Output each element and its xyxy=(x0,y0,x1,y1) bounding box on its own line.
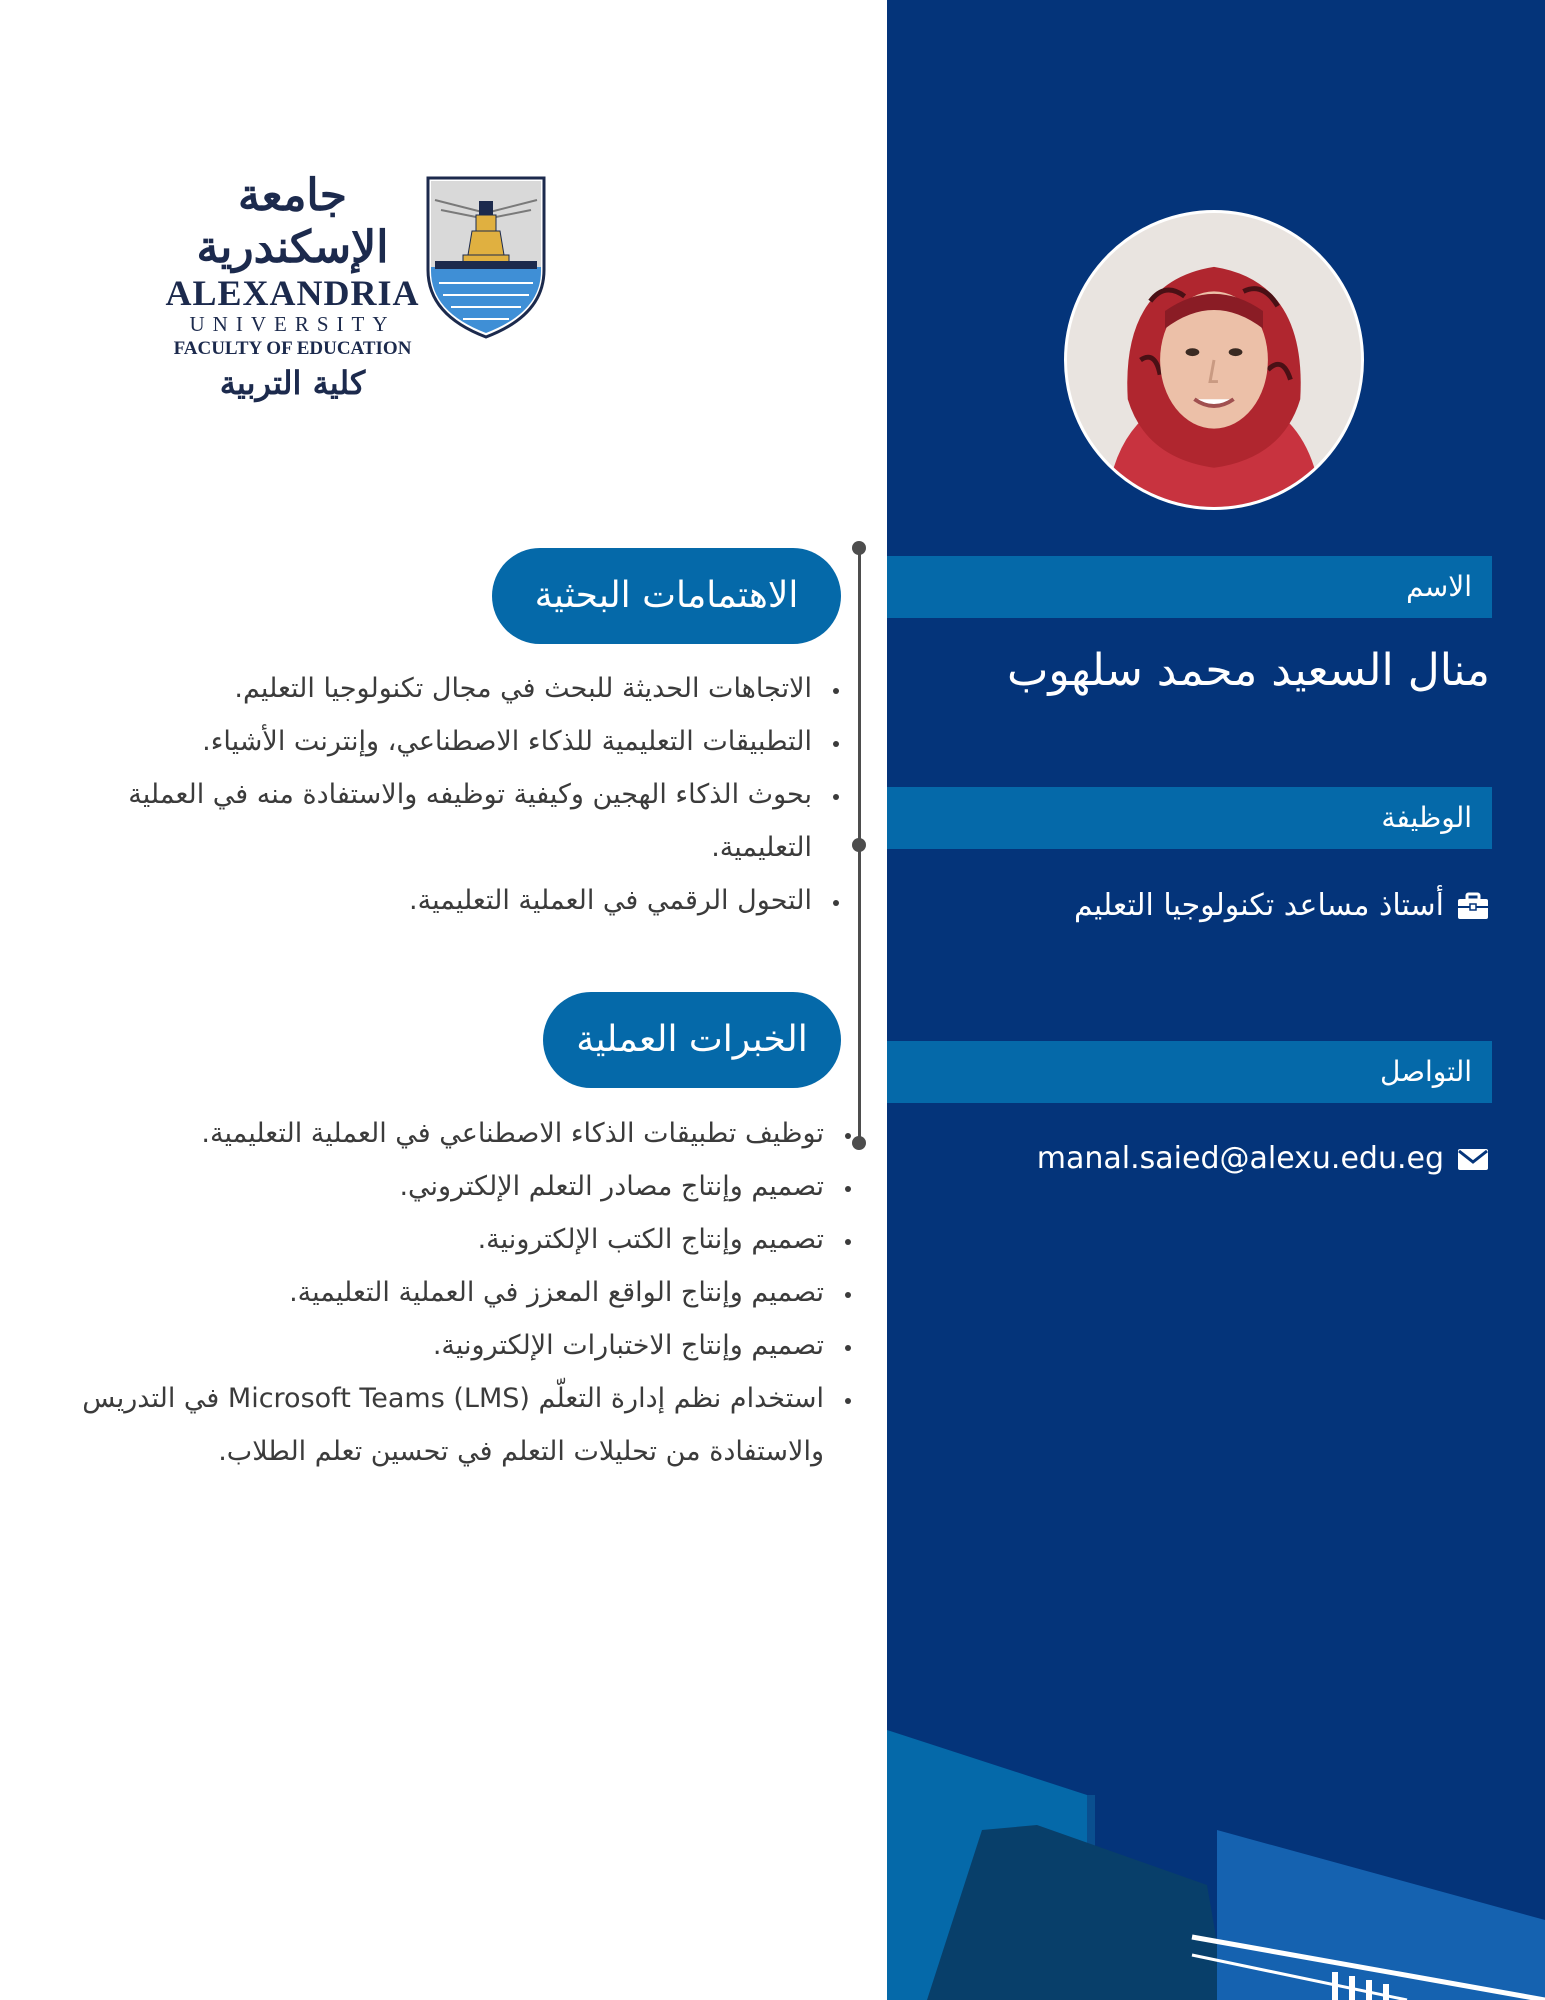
person-portrait-icon xyxy=(1067,213,1361,507)
list-item: • التحول الرقمي في العملية التعليمية. xyxy=(80,874,820,927)
list-item: • تصميم وإنتاج الواقع المعزز في العملية التعليمية. xyxy=(50,1266,832,1319)
profile-photo xyxy=(1064,210,1364,510)
list-item: • تصميم وإنتاج الكتب الإلكترونية. xyxy=(50,1213,832,1266)
list-item: • تصميم وإنتاج مصادر التعلم الإلكتروني. xyxy=(50,1160,832,1213)
job-section-bar: الوظيفة xyxy=(887,787,1492,849)
list-item: • توظيف تطبيقات الذكاء الاصطناعي في العملية التعليمية. xyxy=(50,1107,832,1160)
list-item: • بحوث الذكاء الهجين وكيفية توظيفه والاستفادة منه في العملية التعليمية. xyxy=(80,768,820,874)
envelope-icon xyxy=(1456,1142,1490,1176)
research-list xyxy=(80,662,848,927)
logo-arabic-university: جامعة الإسكندرية xyxy=(196,170,389,273)
briefcase-icon xyxy=(1456,889,1490,923)
timeline-dot xyxy=(852,541,866,555)
list-item: • تصميم وإنتاج الاختبارات الإلكترونية. xyxy=(50,1319,832,1372)
list-item: • الاتجاهات الحديثة للبحث في مجال تكنولوجيا التعليم. xyxy=(80,662,820,715)
list-item: • التطبيقات التعليمية للذكاء الاصطناعي، وإنترنت الأشياء. xyxy=(80,715,820,768)
profile-sidebar xyxy=(887,0,1545,2000)
timeline-dot xyxy=(852,838,866,852)
logo-english-university: ALEXANDRIA xyxy=(165,273,420,313)
experience-list xyxy=(50,1107,860,1478)
decorative-shapes xyxy=(887,1700,1545,2000)
name-section-bar: الاسم xyxy=(887,556,1492,618)
email-line[interactable] xyxy=(1037,1141,1490,1176)
logo-english-university-sub: UNIVERSITY xyxy=(189,312,396,336)
email-link[interactable]: manal.saied@alexu.edu.eg xyxy=(1036,1141,1444,1176)
pharos-lighthouse-shield-icon xyxy=(425,175,547,340)
list-item: • استخدام نظم إدارة التعلّم Microsoft Teams (LMS) في التدريس والاستفادة من تحليلات التعلم في تحسين تعلم الطلاب. xyxy=(50,1372,832,1478)
job-title: أستاذ مساعد تكنولوجيا التعليم xyxy=(1073,888,1444,923)
experience-title: الخبرات العملية xyxy=(543,992,841,1088)
job-line xyxy=(1074,888,1490,923)
logo-arabic-faculty: كلية التربية xyxy=(219,364,366,402)
contact-section-bar: التواصل xyxy=(887,1041,1492,1103)
research-title: الاهتمامات البحثية xyxy=(492,548,841,644)
university-logo xyxy=(160,170,550,402)
logo-english-faculty: FACULTY OF EDUCATION xyxy=(173,338,412,359)
logo-text xyxy=(160,170,425,404)
person-name: منال السعيد محمد سلهوب xyxy=(1006,645,1490,696)
